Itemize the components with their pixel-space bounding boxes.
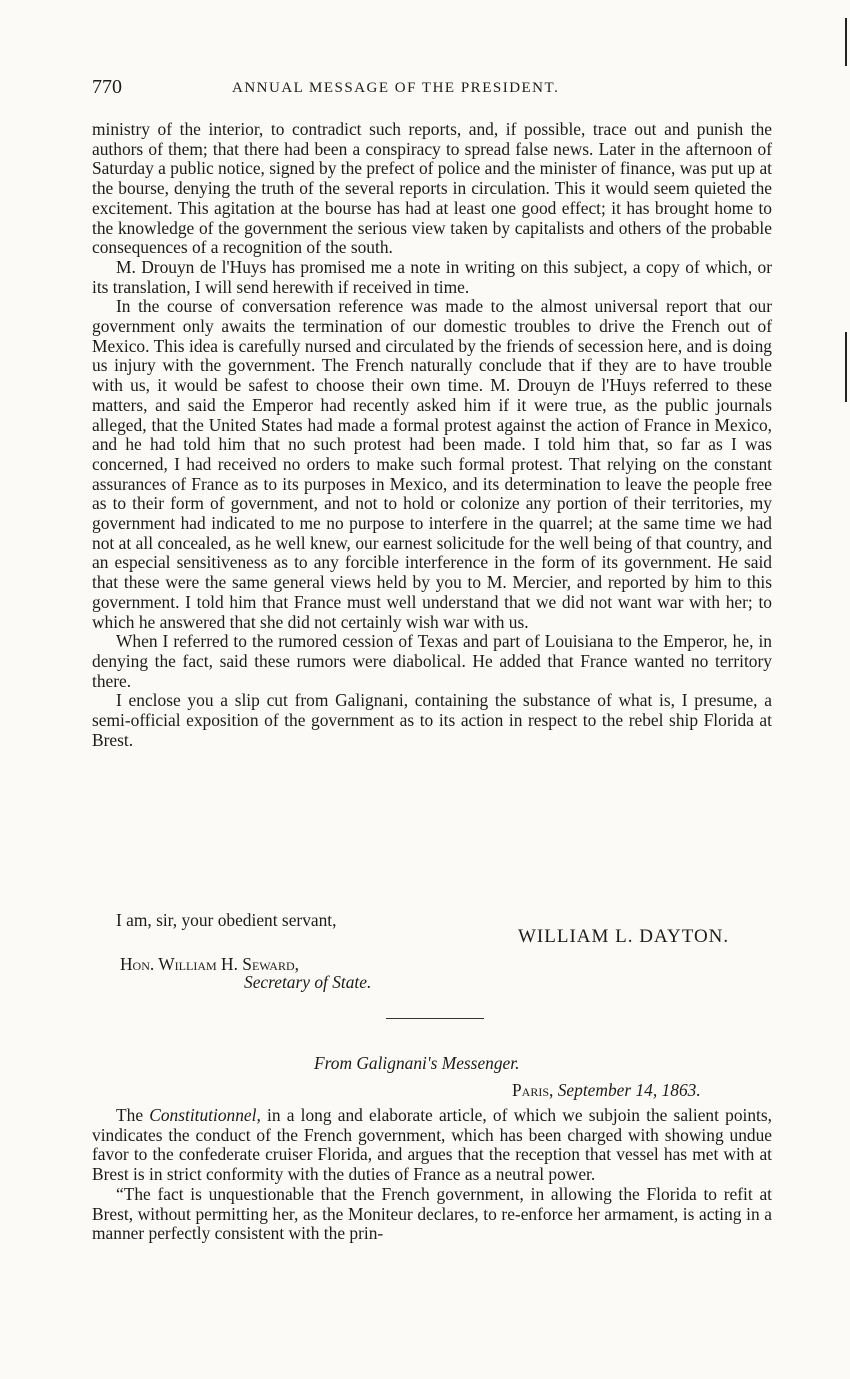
running-head: ANNUAL MESSAGE OF THE PRESIDENT. <box>232 80 560 96</box>
enclosure-paragraph-1 <box>92 1106 772 1185</box>
enclosure-body <box>92 1106 772 1244</box>
page-number: 770 <box>92 76 122 98</box>
letter-paragraph-4: When I referred to the rumored cession of Texas and part of Louisiana to the Emperor, he, in denying the fact, said these rumors were diabolical. He added that France wanted no territory there. <box>92 631 772 691</box>
enclosure-source: From Galignani's Messenger. <box>314 1053 520 1073</box>
addressee-name: Hon. William H. Seward, <box>120 954 299 974</box>
margin-rule-middle <box>845 332 847 402</box>
letter-body <box>92 120 772 751</box>
addressee-title: Secretary of State. <box>244 972 372 992</box>
enclosure-paragraph-2: “The fact is unquestionable that the French government, in allowing the Florida to refit at Brest, without permitting her, as the Moniteur declares, to re-enforce her armament, is acting in a manner perfectly consistent with the prin- <box>92 1183 772 1244</box>
letter-paragraph-3: In the course of conversation reference was made to the almost universal report that our government only awaits the termination of our domestic troubles to drive the French out of Mexico. This idea is carefully nursed and circulated by the friends of secession here, and is doing us injury with the government. The French naturally conclude that if they are to have trouble with us, it would be safest to choose their own time. M. Drouyn de l'Huys referred to these matters, and said the Emperor had recently asked him if it were true, as the public journals alleged, that the United States had made a formal protest against the action of France in Mexico, and he had told him that no such protest had been made. I told him that, so far as I was concerned, I had received no orders to make such formal protest. That relying on the constant assurances of France as to its purposes in Mexico, and its determination to leave the people free as to their form of government, and not to hold or colonize any portion of their territories, my government had indicated to me no purpose to interfere in the quarrel; at the same time we had not at all concealed, as he well knew, our earnest solicitude for the well being of that country, and an especial sensitiveness as to any forcible interference in the form of its government. He said that these were the same general views held by you to M. Mercier, and reported by him to this government. I told him that France must well understand that we did not want war with her; to which he answered that she did not certainly wish war with us. <box>92 296 772 632</box>
section-divider <box>386 1018 484 1019</box>
page-header <box>92 76 772 100</box>
dateline-date: September 14, 1863. <box>557 1080 701 1100</box>
letter-paragraph-2: M. Drouyn de l'Huys has promised me a note in writing on this subject, a copy of which, or its translation, I will send herewith if received in time. <box>92 256 772 297</box>
margin-rule-top <box>845 18 847 66</box>
enclosure-p1-lead: The <box>116 1105 150 1125</box>
signature: WILLIAM L. DAYTON. <box>518 926 730 947</box>
letter-closing: I am, sir, your obedient servant, <box>116 910 337 930</box>
enclosure-dateline <box>512 1080 701 1101</box>
dateline-city: Paris, <box>512 1080 554 1100</box>
enclosure-p1-rest: in a long and elaborate article, of which we subjoin the salient points, vindicates the conduct of the French government, which has been charged with showing undue favor to the confederate cruiser Florida, and argues that the reception that vessel has met with at Brest is in strict conformity with the duties of France as a neutral power. <box>92 1105 772 1185</box>
letter-paragraph-5: I enclose you a slip cut from Galignani, containing the substance of what is, I presume, a semi-official exposition of the government as to its action in respect to the rebel ship Florida at Brest. <box>92 690 772 750</box>
letter-paragraph-1: ministry of the interior, to contradict such reports, and, if possible, trace out and punish the authors of them; that there had been a conspiracy to spread false news. Later in the afternoon of Saturday a public notice, signed by the prefect of police and the minister of finance, was put up at the bourse, denying the truth of the several reports in circulation. This it would seem quieted the excitement. This agitation at the bourse has had at least one good effect; it has brought home to the knowledge of the government the serious view taken by capitalists and others of the probable consequences of a recognition of the south. <box>92 119 772 258</box>
enclosure-journal-name: Constitutionnel, <box>149 1105 261 1125</box>
